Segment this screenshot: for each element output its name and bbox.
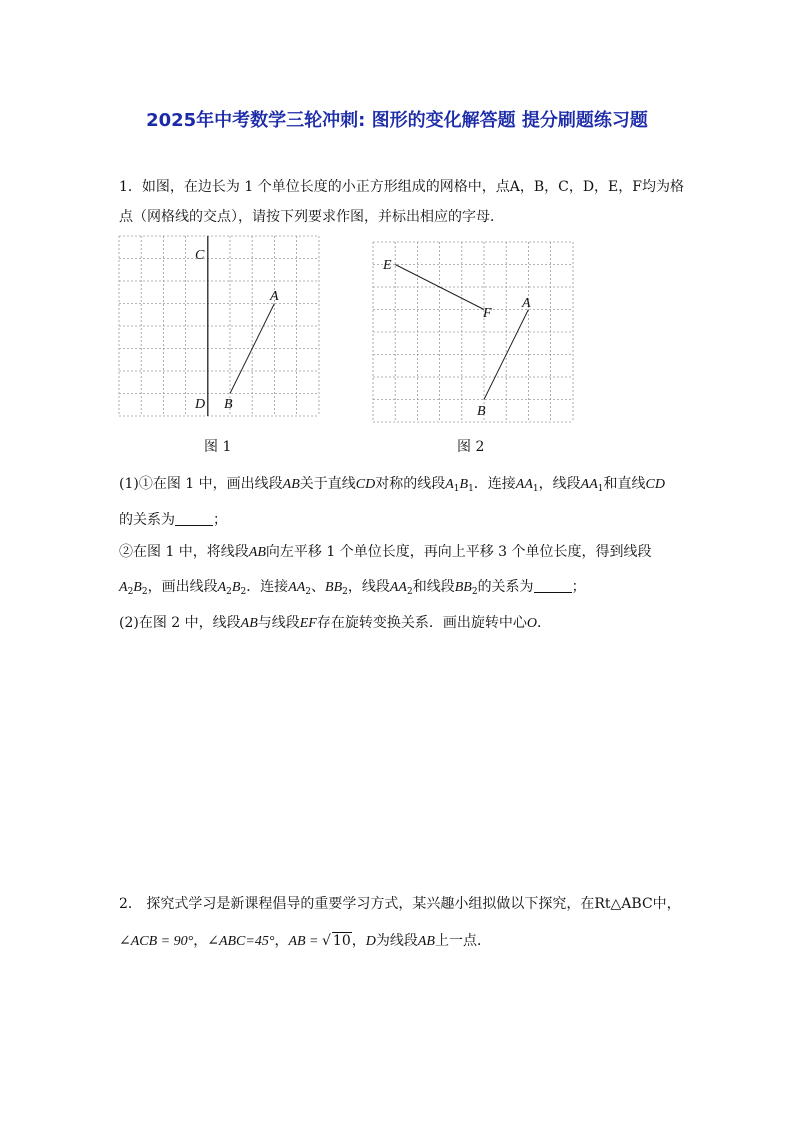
figure-1-grid xyxy=(119,236,319,416)
figure-1 xyxy=(118,235,323,420)
label-e: E xyxy=(383,258,392,273)
answer-blank-2 xyxy=(534,578,572,593)
q2-line2: ∠ACB = 90°，∠ABC=45°，AB = √ 10，D为线段AB上一点． xyxy=(119,933,491,949)
figure-1-caption: 图 1 xyxy=(204,439,232,455)
q1-line1: 1．如图，在边长为 1 个单位长度的小正方形组成的网格中，点A，B，C，D，E，F均为格 xyxy=(119,179,684,195)
q1-line2: 点（网格线的交点），请按下列要求作图，并标出相应的字母． xyxy=(119,209,504,225)
label-c: C xyxy=(195,248,205,263)
label-b: B xyxy=(477,404,486,419)
figure-2-caption: 图 2 xyxy=(457,439,485,455)
label-a: A xyxy=(270,289,279,304)
answer-blank-1 xyxy=(175,511,213,526)
label-f: F xyxy=(483,306,492,321)
q1-part2-line2: $A_2B_2$，画出线段$A_2B_2$．连接$AA_2$、$BB_2$，线段$AA_2$和线段$BB_2$的关系为 ； xyxy=(119,579,586,597)
q2-line1: 2． 探究式学习是新课程倡导的重要学习方式，某兴趣小组拟做以下探究，在Rt△ABC中， xyxy=(119,896,681,912)
q1-part2-line1: ②在图 1 中，将线段AB向左平移 1 个单位长度，再向上平移 3 个单位长度，得到线段 xyxy=(119,544,652,560)
label-d: D xyxy=(195,397,206,412)
figure-2 xyxy=(372,241,575,426)
page-title: 2025年中考数学三轮冲刺: 图形的变化解答题 提分刷题练习题 xyxy=(146,110,648,131)
q1-part1-line2: 的关系为 ； xyxy=(119,512,227,528)
q1-part1-line1: (1)①在图 1 中，画出线段AB关于直线CD对称的线段$A_1B_1$．连接$AA_1$，线段$AA_1$和直线CD xyxy=(119,476,665,494)
q1-part3: (2)在图 2 中，线段AB与线段EF存在旋转变换关系．画出旋转中心O． xyxy=(119,615,551,631)
label-a: A xyxy=(522,296,531,311)
label-b: B xyxy=(224,397,233,412)
